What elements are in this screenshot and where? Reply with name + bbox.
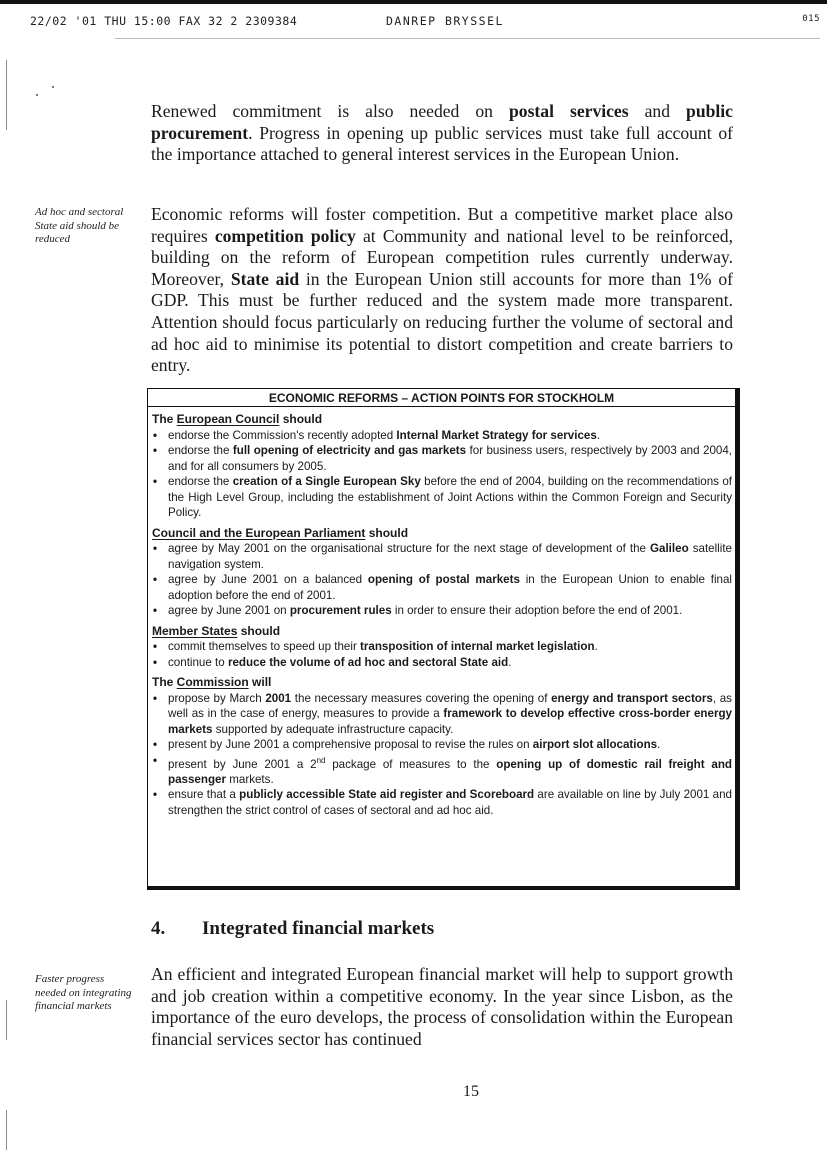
text: . bbox=[596, 428, 601, 442]
section-commission bbox=[152, 675, 732, 691]
text: present by June 2001 a comprehensive proposal to revise the rules on bbox=[168, 738, 533, 751]
text: should bbox=[365, 525, 409, 540]
text: package of measures to the bbox=[325, 757, 497, 771]
section-title: Integrated financial markets bbox=[202, 918, 435, 939]
bold-text: State aid bbox=[230, 268, 300, 289]
section-member-states bbox=[152, 624, 732, 640]
superscript: nd bbox=[316, 755, 326, 765]
bold-text: public procurement bbox=[151, 101, 733, 143]
fax-header bbox=[30, 14, 820, 30]
underlined-text: Member States bbox=[152, 623, 238, 638]
text: . bbox=[508, 655, 512, 669]
text: are available on line by July 2001 and strengthen the strict control of cases of sectoral and ad hoc aid. bbox=[168, 788, 733, 817]
header-rule bbox=[115, 38, 820, 39]
fax-header-left: 22/02 '01 THU 15:00 FAX 32 2 2309384 bbox=[30, 14, 298, 28]
text: supported by adequate infrastructure capacity. bbox=[212, 722, 454, 736]
list-item bbox=[152, 787, 732, 818]
list-item bbox=[152, 691, 732, 738]
scan-speck bbox=[36, 94, 38, 96]
bold-text: competition policy bbox=[214, 225, 356, 246]
text: Renewed commitment is also needed on bbox=[151, 101, 509, 121]
list-item bbox=[152, 541, 732, 572]
list-council-parliament bbox=[152, 541, 732, 619]
bold-text: publicly accessible State aid register and Scoreboard bbox=[239, 788, 535, 802]
list-item bbox=[152, 737, 732, 753]
bold-text: creation of a Single European Sky bbox=[232, 475, 421, 488]
bold-text: opening up of domestic rail freight and passenger bbox=[168, 757, 732, 786]
text: The bbox=[152, 675, 177, 689]
text: endorse the bbox=[168, 444, 233, 457]
list-item bbox=[152, 572, 732, 603]
text: agree by June 2001 on bbox=[168, 604, 290, 617]
underlined-text: Council and the European Parliament bbox=[152, 525, 366, 540]
bold-text: transposition of internal market legislation bbox=[360, 640, 595, 653]
action-points-box bbox=[147, 388, 740, 890]
left-edge-mark bbox=[6, 60, 7, 130]
list-item bbox=[152, 474, 732, 521]
text: . bbox=[594, 640, 598, 653]
list-item bbox=[152, 428, 732, 444]
section-council-parliament bbox=[152, 526, 732, 542]
text: propose by March bbox=[168, 691, 266, 705]
text: continue to bbox=[168, 655, 228, 669]
text: the necessary measures covering the opening of bbox=[291, 691, 552, 705]
bold-text: Internal Market Strategy for services bbox=[396, 428, 597, 442]
fax-header-center: DANREP BRYSSEL bbox=[386, 14, 504, 28]
section-heading bbox=[151, 918, 434, 940]
paragraph-public-services bbox=[151, 101, 733, 166]
text: ensure that a bbox=[168, 788, 240, 802]
left-edge-mark bbox=[6, 1000, 7, 1040]
section-european-council bbox=[152, 412, 732, 428]
list-member-states bbox=[152, 639, 732, 670]
bold-text: airport slot allocations bbox=[532, 738, 658, 751]
text: should bbox=[279, 412, 323, 426]
bold-text: reduce the volume of ad hoc and sectoral State aid bbox=[227, 655, 509, 669]
text: for business users, respectively by 2003 and 2004, and for all consumers by 2005. bbox=[168, 444, 733, 473]
text: at Community and national level to be reinforced, building on the reform of European competition rules currently underway. Moreover, bbox=[151, 225, 733, 289]
box-title: ECONOMIC REFORMS – ACTION POINTS FOR STOCKHOLM bbox=[148, 391, 735, 407]
fax-header-right: 015 bbox=[802, 14, 820, 24]
bold-text: framework to develop effective cross-border energy markets bbox=[168, 707, 732, 736]
bold-text: procurement rules bbox=[289, 604, 392, 617]
text: in the European Union to enable final adoption before the end of 2001. bbox=[168, 573, 732, 602]
text: present by June 2001 a 2 bbox=[168, 757, 317, 771]
text: commit themselves to speed up their bbox=[168, 640, 361, 653]
underlined-text: European Council bbox=[176, 412, 280, 426]
text: Economic reforms will foster competition. But a competitive market place also requires bbox=[151, 204, 733, 246]
list-item bbox=[152, 655, 732, 671]
text: satellite navigation system. bbox=[168, 542, 733, 571]
text: in order to ensure their adoption before the end of 2001. bbox=[391, 604, 683, 617]
text: endorse the Commission's recently adopted bbox=[168, 428, 397, 442]
margin-note-financial: Faster progress needed on integrating financial markets bbox=[35, 973, 132, 1012]
section-number: 4. bbox=[151, 918, 166, 939]
text: should bbox=[237, 623, 281, 638]
text: agree by June 2001 on a balanced bbox=[168, 573, 368, 586]
underlined-text: Commission bbox=[176, 675, 249, 689]
list-item bbox=[152, 603, 732, 619]
list-item bbox=[152, 753, 732, 788]
bold-text: 2001 bbox=[265, 691, 292, 705]
text: agree by May 2001 on the organisational structure for the next stage of development of the bbox=[168, 542, 650, 555]
list-commission bbox=[152, 691, 732, 819]
text: in the European Union still accounts for more than 1% of GDP. This must be further reduced and the system made more transparent. Attention should focus particularly on reducing further the volume of sectoral and ad hoc aid to minimise its potential to distort competition and create barriers to entry. bbox=[151, 268, 733, 376]
margin-note-state-aid: Ad hoc and sectoral State aid should be reduced bbox=[35, 206, 124, 245]
bold-text: full opening of electricity and gas markets bbox=[232, 444, 467, 457]
text: markets. bbox=[226, 772, 274, 786]
bold-text: energy and transport sectors bbox=[551, 691, 713, 705]
text: . bbox=[657, 738, 661, 751]
page-number: 15 bbox=[463, 1083, 479, 1100]
text: , as well as in the case of energy, measures to provide a bbox=[168, 691, 732, 720]
scan-speck bbox=[52, 86, 54, 88]
bold-text: postal services bbox=[508, 101, 629, 121]
bold-text: opening of postal markets bbox=[367, 573, 520, 586]
paragraph-financial-markets: An efficient and integrated European financial market will help to support growth and job creation within a competitive economy. In the year since Lisbon, as the importance of the euro develops, the process of consolidation within the European financial services sector has continued bbox=[151, 964, 733, 1049]
left-edge-mark bbox=[6, 1110, 7, 1150]
bold-text: Galileo bbox=[650, 542, 689, 555]
list-item bbox=[152, 443, 732, 474]
text: . Progress in opening up public services must take full account of the importance attached to general interest services in the European Union. bbox=[151, 122, 733, 165]
text: before the end of 2004, building on the recommendations of the High Level Group, including the establishment of Joint Actions within the Common Foreign and Security Policy. bbox=[168, 475, 732, 519]
list-item bbox=[152, 639, 732, 655]
text: will bbox=[248, 675, 272, 689]
list-european-council bbox=[152, 428, 732, 521]
fax-top-border bbox=[0, 0, 827, 4]
paragraph-competition bbox=[151, 204, 733, 377]
text: The bbox=[152, 412, 177, 426]
text: and bbox=[628, 101, 687, 121]
text: endorse the bbox=[168, 475, 233, 488]
